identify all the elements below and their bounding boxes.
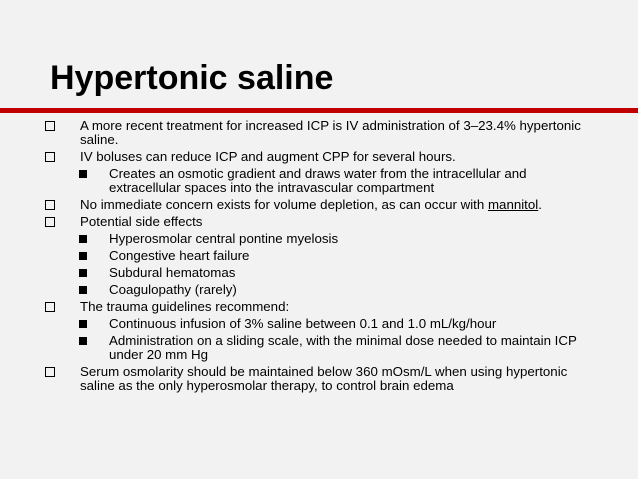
sub-bullet-text: Subdural hematomas [109, 265, 236, 280]
hollow-square-bullet-icon [45, 152, 55, 162]
sub-bullet-text: Hyperosmolar central pontine myelosis [109, 231, 339, 246]
sub-bullet-item [0, 317, 638, 331]
sub-bullet-text: Creates an osmotic gradient and draws water from the intracellular and extracellular spaces into the intravascular compartment [109, 166, 527, 195]
sub-bullet-text: Continuous infusion of 3% saline between 0.1 and 1.0 mL/kg/hour [109, 316, 497, 331]
hollow-square-bullet-icon [45, 121, 55, 131]
bullet-item [0, 119, 638, 147]
filled-square-bullet-icon [79, 337, 87, 345]
bullet-text: A more recent treatment for increased ICP is IV administration of 3–23.4% hypertonic saline. [80, 118, 581, 147]
bullet-text: IV boluses can reduce ICP and augment CPP for several hours. [80, 149, 456, 164]
filled-square-bullet-icon [79, 286, 87, 294]
bullet-item [0, 365, 638, 393]
bullet-item [0, 198, 638, 212]
bullet-text: Serum osmolarity should be maintained below 360 mOsm/L when using hypertonic saline as the only hyperosmolar therapy, to control brain edema [80, 364, 568, 393]
title-underline-red [0, 108, 638, 113]
bullet-item [0, 300, 638, 314]
sub-bullet-item [0, 334, 638, 362]
filled-square-bullet-icon [79, 269, 87, 277]
slide-body [0, 116, 638, 393]
sub-bullet-item [0, 249, 638, 263]
bullet-item [0, 150, 638, 164]
sub-bullet-item [0, 266, 638, 280]
hollow-square-bullet-icon [45, 302, 55, 312]
hollow-square-bullet-icon [45, 217, 55, 227]
hollow-square-bullet-icon [45, 367, 55, 377]
sub-bullet-text: Coagulopathy (rarely) [109, 282, 237, 297]
filled-square-bullet-icon [79, 235, 87, 243]
sub-bullet-item [0, 167, 638, 195]
slide-title: Hypertonic saline [50, 59, 334, 97]
sub-bullet-item [0, 283, 638, 297]
filled-square-bullet-icon [79, 320, 87, 328]
bullet-text: No immediate concern exists for volume depletion, as can occur with [80, 197, 488, 212]
bullet-text: The trauma guidelines recommend: [80, 299, 290, 314]
sub-bullet-text: Congestive heart failure [109, 248, 250, 263]
bullet-text: Potential side effects [80, 214, 203, 229]
sub-bullet-item [0, 232, 638, 246]
filled-square-bullet-icon [79, 170, 87, 178]
bullet-item [0, 215, 638, 229]
filled-square-bullet-icon [79, 252, 87, 260]
sub-bullet-text: Administration on a sliding scale, with the minimal dose needed to maintain ICP under 20 mm Hg [109, 333, 577, 362]
bullet-text-end: . [538, 197, 542, 212]
mannitol-link[interactable]: mannitol [487, 197, 539, 212]
hollow-square-bullet-icon [45, 200, 55, 210]
